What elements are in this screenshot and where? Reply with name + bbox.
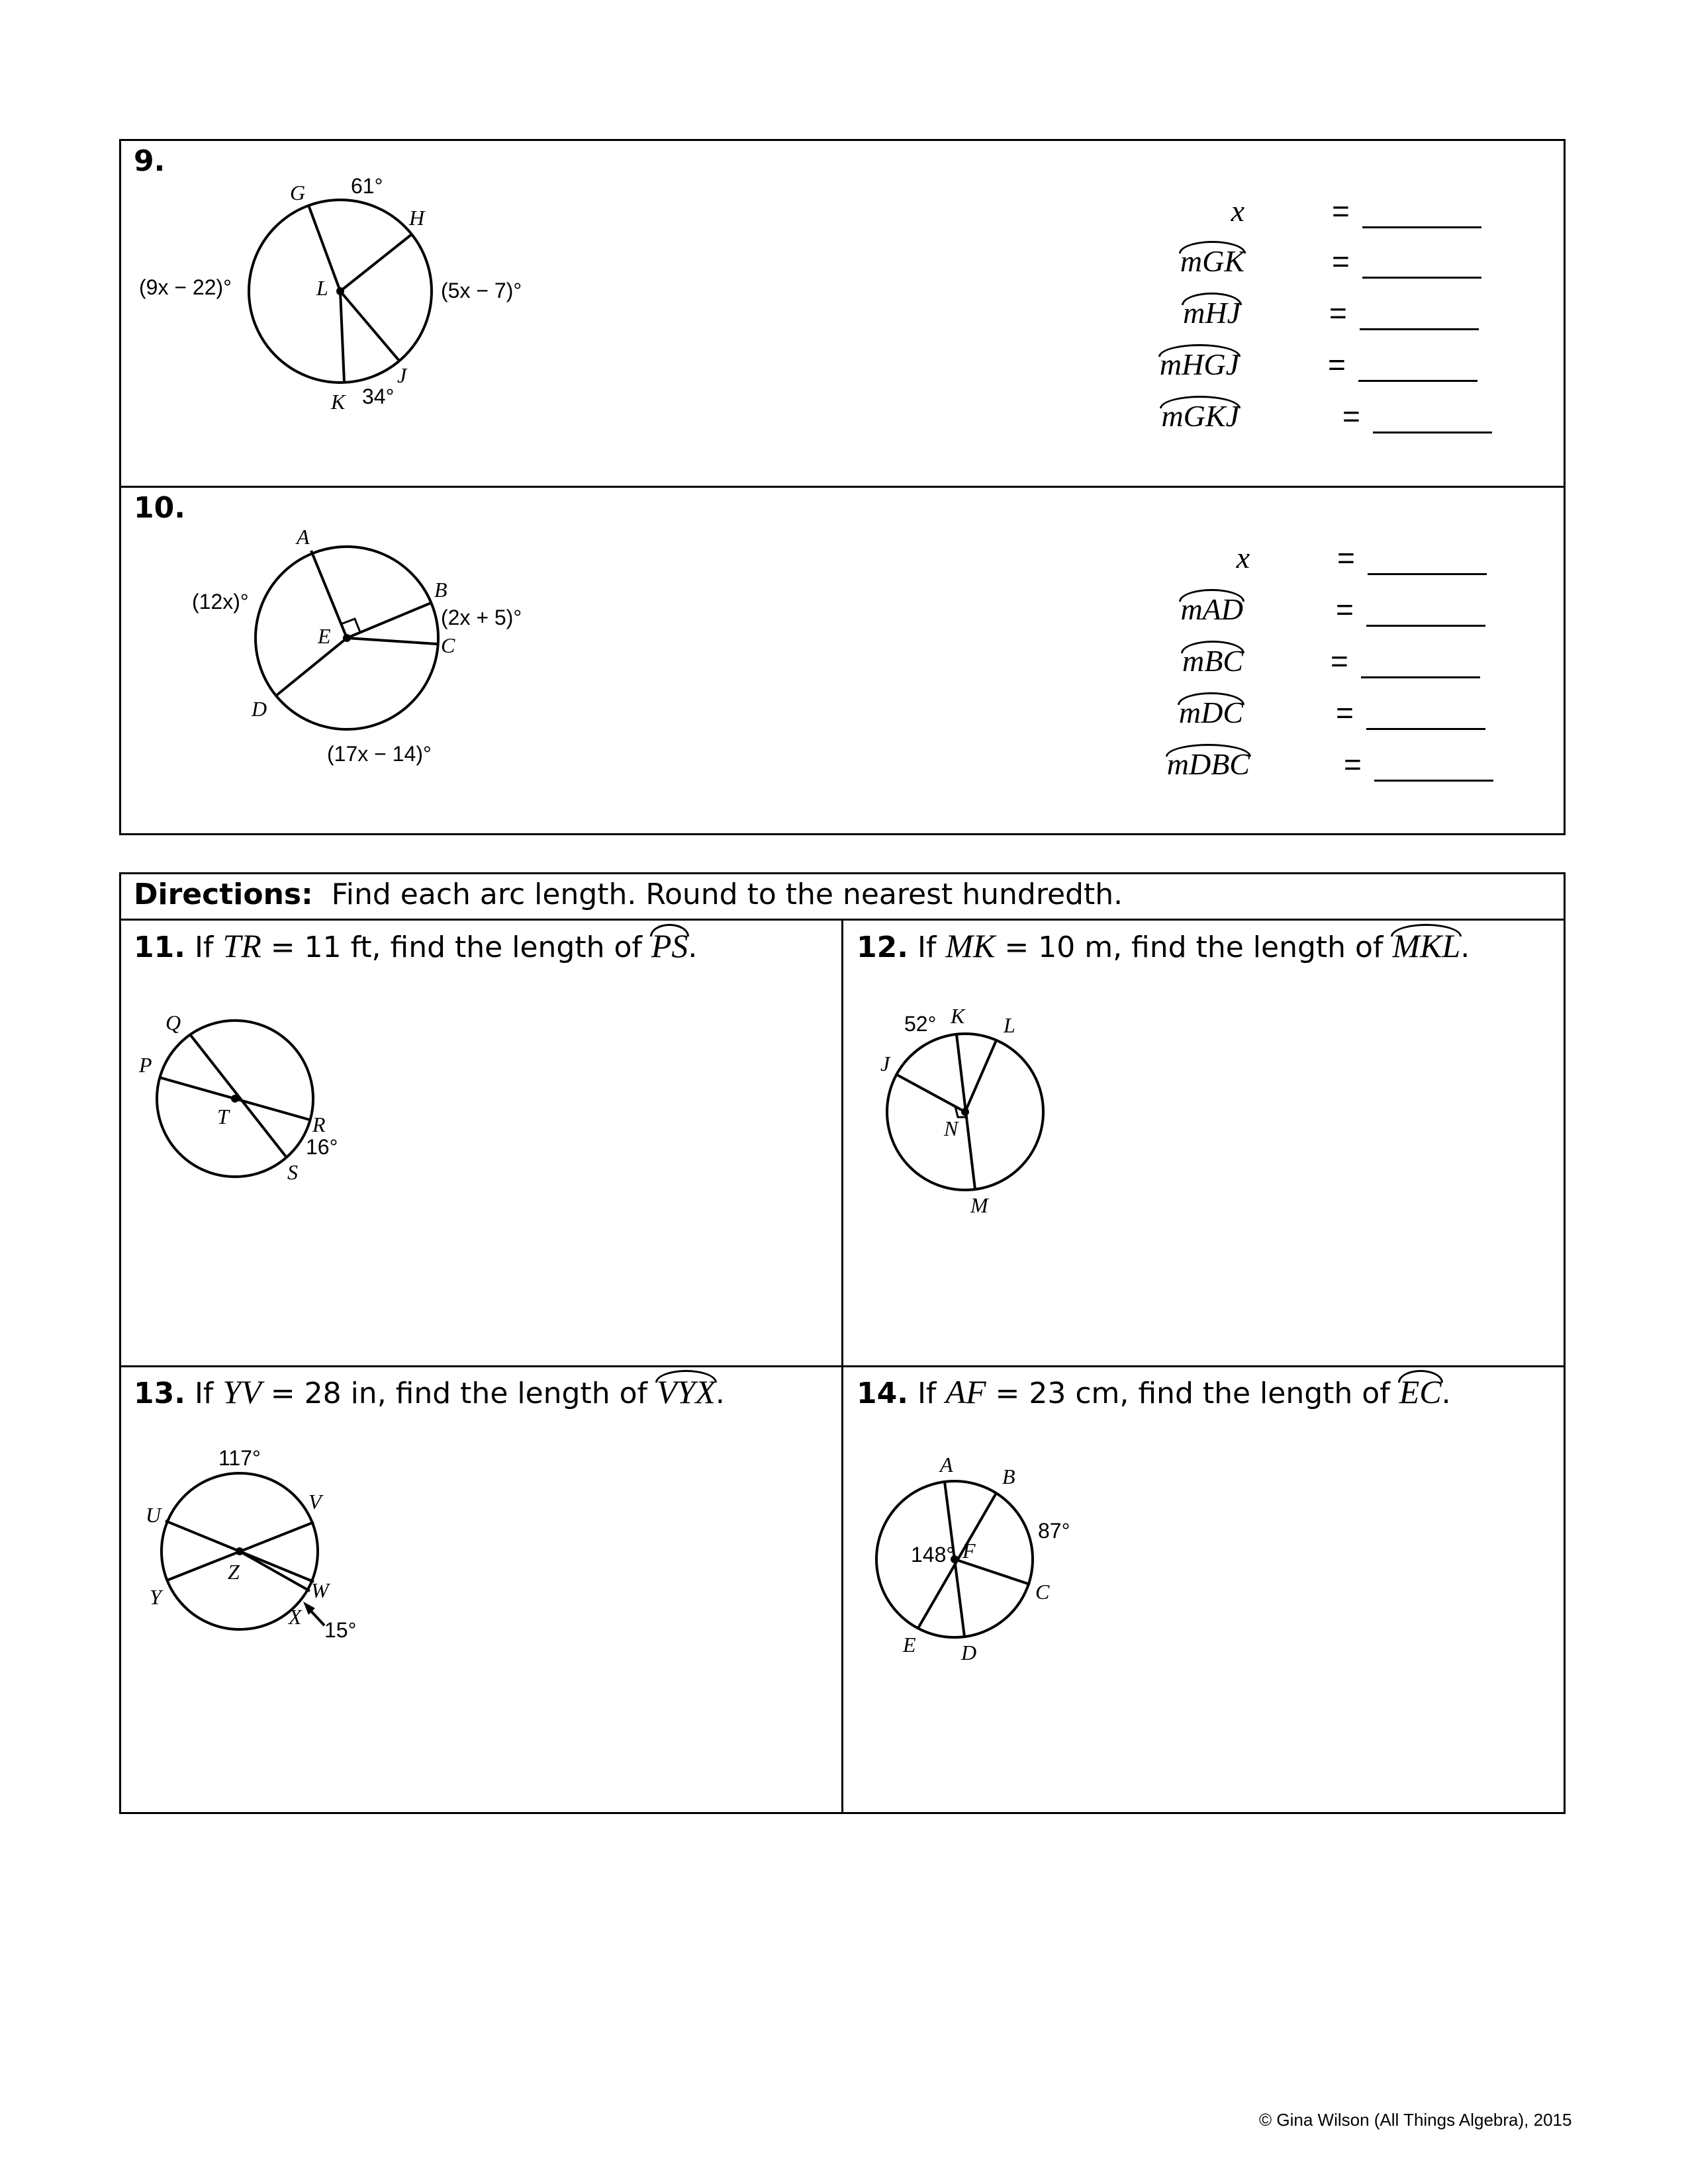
point-Y: Y (150, 1585, 162, 1609)
arc-label-WX: 15° (324, 1618, 357, 1642)
arc-label-AD: (12x)° (192, 590, 249, 614)
problem-10-number: 10. (134, 491, 185, 525)
point-Q: Q (165, 1011, 181, 1034)
problem-13-prompt: 13. If YV = 28 in, find the length of VYX. (134, 1373, 725, 1410)
center-Z (236, 1547, 244, 1555)
arc-label-UV: 117° (218, 1446, 261, 1470)
point-D: D (252, 697, 267, 721)
arc-label-RS: 16° (306, 1135, 338, 1159)
answer-label: mGKJ (1161, 399, 1239, 433)
segment-MK: MK (945, 927, 996, 964)
problem-12-number: 12. (857, 931, 908, 964)
radius-FC (955, 1559, 1030, 1584)
arc-PS: PS (651, 927, 688, 964)
problem-13-diagram (132, 1443, 397, 1655)
problem-12-prompt: 12. If MK = 10 m, find the length of MKL. (857, 927, 1470, 964)
point-A: A (297, 525, 310, 549)
radius-LK (340, 291, 344, 383)
answer-label: mBC (1182, 644, 1243, 678)
arc-MKL: MKL (1392, 927, 1461, 964)
diameter-QS (190, 1034, 287, 1158)
answer-blank[interactable] (1360, 302, 1479, 330)
radius-NJ (897, 1075, 965, 1112)
column-divider (841, 919, 843, 1814)
point-C: C (1035, 1580, 1050, 1604)
answer-blank[interactable] (1366, 702, 1485, 730)
answer-blank[interactable] (1368, 547, 1487, 575)
arc-label-GH: 61° (351, 174, 383, 198)
point-A: A (940, 1453, 953, 1477)
point-C: C (441, 633, 455, 657)
answer-label: mDC (1178, 696, 1243, 729)
arc-VYX: VYX (657, 1373, 716, 1410)
answer-blank[interactable] (1362, 200, 1481, 228)
answer-blank[interactable] (1373, 405, 1492, 433)
arc-label-HJ: (5x − 7)° (441, 279, 522, 302)
point-B: B (1002, 1465, 1015, 1488)
center-N (961, 1108, 969, 1116)
arc-label-KJ: 34° (362, 385, 395, 408)
problem-9-diagram (119, 159, 583, 424)
arc-label-BC: 87° (1038, 1519, 1070, 1543)
problem-11-prompt: 11. If TR = 11 ft, find the length of PS. (134, 927, 698, 964)
radius-EB (347, 603, 431, 638)
point-M: M (970, 1193, 988, 1217)
center-T (231, 1095, 239, 1103)
arc-label-GK: (9x − 22)° (139, 275, 232, 299)
arc-EC: EC (1399, 1373, 1442, 1410)
answer-blank[interactable] (1362, 250, 1481, 279)
point-J: J (880, 1052, 890, 1075)
point-T: T (217, 1105, 229, 1128)
problem-14-diagram (861, 1449, 1125, 1674)
point-H: H (409, 206, 425, 230)
point-B: B (434, 578, 447, 602)
answer-blank[interactable] (1358, 353, 1477, 382)
answer-label: mHJ (1183, 296, 1241, 330)
point-X: X (289, 1605, 302, 1629)
point-E: E (903, 1633, 916, 1657)
arc-label-JK: 52° (904, 1012, 937, 1036)
point-W: W (311, 1578, 329, 1602)
radius-NL (965, 1040, 996, 1112)
center-L (336, 287, 344, 295)
copyright-footer: © Gina Wilson (All Things Algebra), 2015 (1259, 2110, 1572, 2130)
radius-LH (340, 234, 412, 291)
point-P: P (139, 1053, 152, 1077)
answer-label: mGK (1180, 244, 1244, 278)
radius-ED (275, 638, 347, 696)
arc-label-DC: (17x − 14)° (327, 742, 432, 766)
point-U: U (146, 1503, 162, 1527)
problem-9-number: 9. (134, 144, 165, 178)
point-D: D (961, 1641, 977, 1664)
point-E: E (318, 624, 331, 648)
directions (134, 878, 1123, 911)
point-G: G (290, 181, 306, 205)
answer-label: mHGJ (1159, 347, 1239, 381)
point-R: R (312, 1113, 326, 1136)
problem-14-prompt: 14. If AF = 23 cm, find the length of EC. (857, 1373, 1451, 1410)
radius-LJ (340, 291, 399, 361)
point-N: N (944, 1116, 959, 1140)
problem-11-diagram (132, 1006, 397, 1205)
point-Z: Z (228, 1560, 240, 1584)
directions-text: Find each arc length. Round to the nearest hundredth. (331, 878, 1123, 911)
point-K: K (331, 390, 346, 414)
point-L: L (1004, 1013, 1015, 1037)
point-V: V (308, 1490, 322, 1514)
answer-blank[interactable] (1361, 650, 1480, 678)
point-J: J (397, 363, 407, 387)
answer-label: mAD (1180, 592, 1243, 626)
segment-YV: YV (222, 1373, 261, 1410)
radius-ZW (240, 1551, 310, 1591)
point-S: S (287, 1160, 298, 1184)
point-K: K (951, 1004, 965, 1028)
center-E (343, 634, 351, 642)
answer-label: x (1236, 541, 1250, 574)
segment-AF: AF (945, 1373, 986, 1410)
directions-label: Directions: (134, 878, 313, 911)
problem-13-number: 13. (134, 1377, 185, 1410)
answer-blank[interactable] (1374, 753, 1493, 782)
point-L: L (316, 276, 328, 300)
problem-10-diagram (119, 516, 583, 781)
divider-9-10 (119, 486, 1566, 488)
problem-14-number: 14. (857, 1377, 908, 1410)
segment-TR: TR (222, 927, 261, 964)
problem-12-diagram (861, 999, 1125, 1224)
answer-label: mDBC (1166, 747, 1250, 781)
radius-EC (347, 638, 437, 644)
point-F: F (962, 1539, 976, 1563)
answer-label: x (1231, 194, 1244, 228)
angle-label-AFE: 148° (911, 1543, 955, 1567)
arc-label-BC: (2x + 5)° (441, 606, 522, 629)
problem-11-number: 11. (134, 931, 185, 964)
answer-blank[interactable] (1366, 598, 1485, 627)
